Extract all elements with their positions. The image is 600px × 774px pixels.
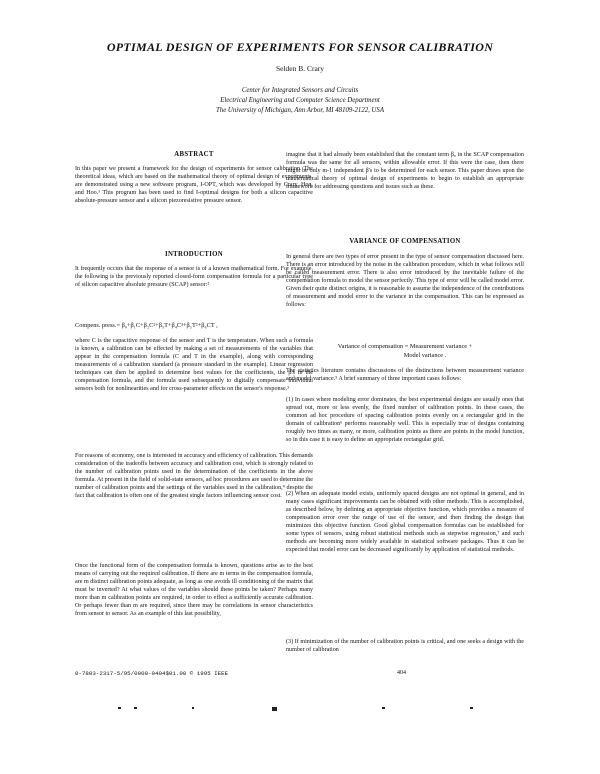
scan-artifact bbox=[272, 707, 277, 711]
right-paragraph-0 bbox=[286, 151, 524, 191]
variance-formula-line-1: Variance of compensation = Measurement variance + bbox=[337, 343, 473, 350]
author-name: Selden B. Crary bbox=[275, 64, 325, 73]
paragraph-text: It frequently occurs that the response of a sensor is of a known mathematical form. For example, the following is the previously reported closed-form compensation formula for a particular type of silicon capacitive absolute pressure (SCAP) sensor:² bbox=[75, 266, 313, 289]
intro-paragraph-1 bbox=[75, 265, 313, 289]
scan-artifact bbox=[470, 707, 473, 709]
paragraph-text: In general there are two types of error present in the type of sensor compensation discussed here. There is an error introduced by the noise in the calibration procedure, which in what follows will be called measurement error. There is also error introduced by the inevitable failure of the compensation formula to model the sensor perfectly. This type of error will be called model error. Given their quite distinct origins, it is reasonable to assume the independence of the contributions of measurement and model error to the variance in the compensation. This can be expressed as follows: bbox=[286, 254, 524, 309]
introduction-heading: INTRODUCTION bbox=[165, 251, 223, 258]
paragraph-text: For reasons of economy, one is interested in accuracy and efficiency of calibration. This demands consideration of the tradeoffs between accuracy and calibration cost, which is strongly related to the number of calibration points used in the determination of the coefficients in the above formula. At present in the field of solid-state sensors, ad hoc procedures are used to determine the number of calibration points and the settings of the variables used in the calibration,⁴ despite the fact that calibration is often one of the greatest single factors influencing sensor cost. bbox=[75, 453, 313, 500]
paragraph-text: The statistics literature contains discussions of the distinctions between measurement variance and model variance.⁵ A brief summary of three important cases follows: bbox=[286, 368, 524, 383]
paragraph-text: where C is the capacitive response of the sensor and T is the temperature. When such a formula is known, a calibration can be effected by making a set of measurements of the variables that appear in the compensation formula (C and T in the example), along with corresponding measurements of a calibration standard (a pressure standard in the example). Linear regression techniques can then be applied to determine best values for the coefficients, the β's in the compensation formula, and the formula used subsequently to digitally compensate individual sensors both for nonlinearities and for cross-parameter effects on the sensor's response.³ bbox=[75, 338, 313, 393]
right-paragraph-4 bbox=[286, 490, 524, 554]
right-paragraph-2 bbox=[286, 367, 524, 383]
paragraph-text: (1) In cases where modeling error dominates, the best experimental designs are usually ones that spread out, more or less evenly, the fixed number of calibration points. In these cases, the common ad hoc procedure of spacing calibration points evenly on a rectangular grid in the domain of calibration⁶ performs reasonably well. This is especially true of designs containing roughly two times as many, or more, calibration points as there are points in the model function, so in this case it is easy to define an appropriate rectangular grid. bbox=[286, 397, 524, 444]
variance-formula-line-2: Model variance . bbox=[403, 352, 447, 359]
affiliation-line: Electrical Engineering and Computer Science Department bbox=[220, 97, 380, 104]
affiliation-line: Center for Integrated Sensors and Circuits bbox=[241, 87, 359, 94]
intro-paragraph-2 bbox=[75, 337, 313, 393]
paragraph-text: (2) When an adequate model exists, uniformly spaced designs are not optimal in general, and in many cases significant improvements can be obtained with other methods. This is accomplished, as described below, by defining an appropriate objective function, which provides a measure of compensation error over the range of use of the sensor, and then finding the design that minimizes this objective function. Good global compensation formulas can be established for some types of sensors, using robust statistical methods such as stepwise regression,⁷ and such methods are becoming more widely available in statistical software packages. Thus it can be expected that model error can be decreased significantly by application of statistical methods. bbox=[286, 491, 524, 554]
right-paragraph-1 bbox=[286, 253, 524, 309]
abstract-text bbox=[75, 165, 313, 205]
paragraph-text: imagine that it had already been established that the constant term β₀ in the SCAP compensation formula was the same for all sensors, within allowable error. If this were the case, then there might be only m-1 independent β's to be determined for each sensor. This paper draws upon the mathematical theory of optimal design of experiments to begin to establish an appropriate framework for addressing questions and issues such as these. bbox=[286, 152, 524, 191]
paragraph-text: (3) If minimization of the number of calibration points is critical, and one seeks a design with the number of calibration bbox=[286, 639, 524, 654]
right-paragraph-5 bbox=[286, 638, 524, 654]
affiliation-line: The University of Michigan, Ann Arbor, MI 48109-2122, USA bbox=[216, 107, 384, 114]
variance-heading: VARIANCE OF COMPENSATION bbox=[349, 238, 461, 245]
intro-paragraph-4 bbox=[75, 562, 313, 618]
scan-artifact bbox=[382, 707, 385, 709]
scan-artifact bbox=[118, 707, 121, 709]
right-paragraph-3 bbox=[286, 396, 524, 444]
paragraph-text: Once the functional form of the compensation formula is known, questions arise as to the best means of carrying out the required calibration. If there are m terms in the compensation formula, are m distinct calibration points adequate, as long as one avoids ill conditioning of the matrix that must be inverted? At what values of the variables should these points be taken? Perhaps many more than m calibration points are required, in order to effect a sufficiently accurate calibration. Or perhaps fewer than m are required, since there may be correlations in sensor characteristics from sensor to sensor. As an example of this last possibility, bbox=[75, 563, 313, 618]
abstract-paragraph: In this paper we present a framework for the design of experiments for sensor calibration. The theoretical ideas, which are based on the mathematical theory of optimal design of experiments, are demonstrated using a new software program, I-OPT, which was developed by Crary, Hoo, and Hoo.¹ This program has been used to find I-optimal designs for both a silicon capacitive absolute-pressure sensor and a silicon piezoresistive pressure sensor. bbox=[75, 166, 313, 205]
scan-artifact bbox=[192, 707, 194, 709]
scan-artifact bbox=[134, 707, 137, 709]
compensation-formula: Compens. press.= β₀+β₁C+β₂C²+β₃T+β₄C³+β₅T²+β₆CT , bbox=[75, 322, 218, 329]
paper-title: OPTIMAL DESIGN OF EXPERIMENTS FOR SENSOR CALIBRATION bbox=[106, 40, 494, 54]
page-number: 404 bbox=[397, 670, 406, 676]
intro-paragraph-3 bbox=[75, 452, 313, 500]
abstract-heading: ABSTRACT bbox=[174, 151, 214, 158]
copyright-line: 0-7803-2317-5/95/0000-0404$01.00 © 1995 IEEE bbox=[75, 670, 229, 677]
affiliation bbox=[0, 86, 600, 116]
